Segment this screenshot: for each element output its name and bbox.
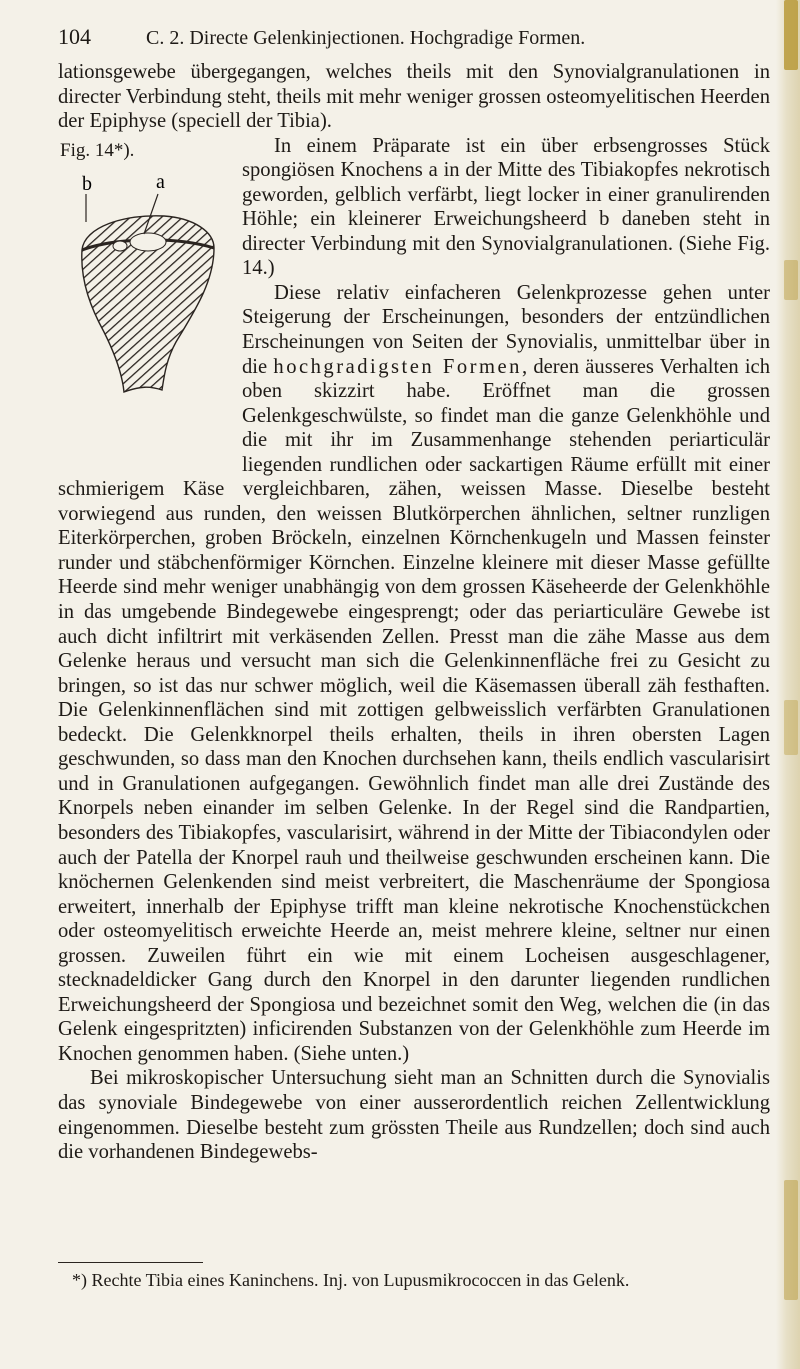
page-number: 104	[58, 24, 91, 49]
tibia-illustration	[54, 172, 232, 412]
footnote: *) Rechte Tibia eines Kaninchens. Inj. von Lupusmikrococcen in das Gelenk.	[72, 1270, 630, 1290]
running-header	[58, 22, 748, 52]
paragraph: Bei mikroskopischer Untersuchung sieht man an Schnitten durch die Synovialis das synoviale Bindegewebe von einer ausserordentlich reichen Zellentwicklung eingenommen. Dieselbe besteht zum grössten Theile aus Rundzellen; doch sind auch die vorhandenen Bindegewebs-	[58, 1067, 770, 1164]
body-text	[58, 60, 770, 1165]
label-b: b	[82, 172, 92, 195]
figure-14	[54, 134, 232, 456]
text-run: , deren äusseres Verhalten ich oben skizzirt habe. Eröffnet man die grossen Gelenkgeschwülste, so findet man die ganze Gelenkhöhle und die mit ihr im Zusammenhange stehenden periarticulär liegenden rundlichen oder sackartigen Räume erfüllt mit einer schmierigem Käse vergleichbaren, zähen, weissen Masse. Dieselbe besteht vorwiegend aus runden, den weissen Blutkörperchen ähnlichen, seltner runzligen Eiterkörperchen, groben Bröckeln, einzelnen Körnchenkugeln und Massen feinster runder und stäbchenförmiger Körnchen. Einzelne kleinere mit dieser Masse gefüllte Heerde sind mehr weniger unabhängig von dem grossen Käseheerde der Gelenkhöhle in das umgebende Bindegewebe eingesprengt; oder das periarticuläre Gewebe ist auch dicht infiltrirt mit verkäsenden Zellen. Presst man die zähe Masse aus dem Gelenke heraus und versucht man sich die Gelenkinnenfläche frei zu Gesicht zu bringen, so ist das nur schwer möglich, weil die Käsemassen überall zäh festhaften. Die Gelenkinnenflächen sind mit zottigen gelbweisslich verfärbten Granulationen bedeckt. Die Gelenkknorpel theils erhalten, theils in ihren obersten Lagen geschwunden, so dass man den Knochen durchsehen kann, theils endlich vascularisirt und in Granulationen aufgegangen. Gewöhnlich findet man alle drei Zustände des Knorpels neben einander im selben Gelenke. In der Regel sind die Randpartien, besonders des Tibiakopfes, vascularisirt, während in der Mitte der Tibiacondylen oder auch der Patella der Knorpel rauh und theilweise geschwunden erscheinen kann. Die knöchernen Gelenkenden sind meist verbreitert, die Maschenräume der Spongiosa erweitert, innerhalb der Epiphyse trifft man kleine nekrotische Knochenstückchen oder osteomyelitisch erweichte Heerde an, meist mehrere kleine, seltner nur einen grossen. Zuweilen führt ein wie mit einem Locheisen ausgeschlagener, stecknadeldicker Gang durch den Knorpel in den darunter liegenden rundlichen Erweichungsheerd der Spongiosa und bezeichnet somit den Weg, welchen die (in das Gelenk eingespritzten) inficirenden Substanzen von der Gelenkhöhle zum Heerde im Knochen genommen haben. (Siehe unten.)	[58, 355, 770, 1065]
paragraph: In einem Präparate ist ein über erbsengrosses Stück spongiösen Knochens a in der Mitte des Tibiakopfes nekrotisch geworden, gelblich verfärbt, liegt locker in einer granulirenden Höhle; ein kleinerer Erweichungsheerd b daneben steht in directer Verbindung mit den Synovialgranulationen. (Siehe Fig. 14.)	[242, 134, 770, 280]
emphasis-spaced: hochgradigsten Formen	[273, 355, 522, 378]
header-title: C. 2. Directe Gelenkinjectionen. Hochgradige Formen.	[146, 27, 586, 49]
figure-caption: Fig. 14*).	[60, 139, 135, 161]
text-run: Diese relativ einfacheren Gelenkprozesse gehen unter Steigerung der Erscheinungen, besonders der entzündlichen Erscheinungen von Seiten der Synovialis, unmittelbar über in die	[242, 281, 770, 378]
edge-stain	[784, 0, 798, 70]
edge-stain	[784, 700, 798, 755]
edge-stain	[784, 1180, 798, 1300]
label-a: a	[156, 171, 165, 193]
page-edge	[776, 0, 800, 1369]
edge-stain	[784, 260, 798, 300]
paragraph: lationsgewebe übergegangen, welches theils mit den Synovialgranulationen in directer Verbindung steht, theils mit mehr weniger grossen osteomyelitischen Heerden der Epiphyse (speciell der Tibia).	[58, 61, 770, 133]
bone-section	[82, 215, 214, 391]
footnote-rule	[58, 1262, 203, 1263]
